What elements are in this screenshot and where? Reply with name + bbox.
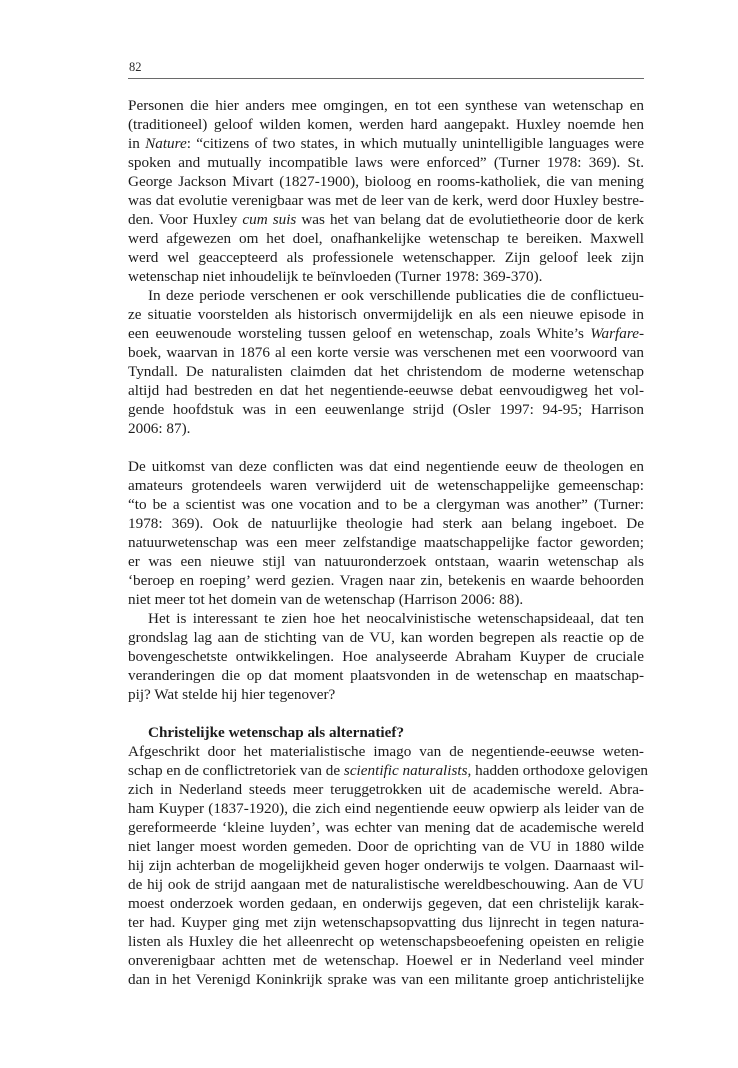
text-line: niet langer moest worden gemeden. Door de oprichting van de VU in 1880 wilde [128,838,644,855]
paragraph [128,457,644,609]
text-line: 2006: 87). [128,420,191,437]
text-line: een eeuwenoude worsteling tussen geloof en wetenschap, zoals White’s Warfare- [128,325,644,342]
text-line: spoken and mutually incompatible laws were enforced” (Turner 1978: 369). St. [128,154,644,171]
text-line: niet meer tot het domein van de wetenschap (Harrison 2006: 88). [128,591,524,608]
text-line: veranderingen die op dat moment plaatsvonden in de wetenschap en maatschap- [128,667,644,684]
text-line: “to be a scientist was one vocation and to be a clergyman was another” (Turner: [128,496,644,513]
text-line: gereformeerde ‘kleine luyden’, was echter van mening dat de academische wereld [128,819,644,836]
text-line: listen als Huxley die het alleenrecht op wetenschapsbeoefening opeisten en religie [128,933,644,950]
section-heading: Christelijke wetenschap als alternatief? [148,724,405,741]
text-line: er was een nieuwe stijl van natuuronderzoek ontstaan, waarin wetenschap als [128,553,644,570]
paragraph [128,609,644,704]
text-line: In deze periode verschenen er ook verschillende publicaties die de conflictueu- [148,287,644,304]
header-rule [128,78,644,79]
text-line: onverenigbaar achtten met de wetenschap. Hoewel er in Nederland veel minder [128,952,644,969]
text-line: Tyndall. De naturalisten claimden dat het christendom de moderne wetenschap [128,363,644,380]
italic-phrase: scientific naturalists [343,762,468,779]
text-line: natuurwetenschap was een meer zelfstandige maatschappelijke factor geworden; [128,534,644,551]
text-line: pij? Wat stelde hij hier tegenover? [128,686,336,703]
text-line: gende hoofdstuk was in een eeuwenlange strijd (Osler 1997: 94-95; Harrison [128,401,644,418]
text-line: Personen die hier anders mee omgingen, en tot een synthese van wetenschap en [128,97,644,114]
text-line: dan in het Verenigd Koninkrijk sprake was van een militante groep antichristelijke [128,971,644,988]
text-line: wetenschap niet inhoudelijk te beïnvloeden (Turner 1978: 369-370). [128,268,543,285]
text-line: was dat evolutie verenigbaar was met de leer van de kerk, werd door Huxley bestre- [128,192,644,209]
text-line: ham Kuyper (1837-1920), die zich eind negentiende eeuw opwierp als leider van de [128,800,644,817]
paragraph [128,286,644,438]
paragraph-gap [128,704,644,723]
text-line: Het is interessant te zien hoe het neocalvinistische wetenschapsideaal, dat ten [148,610,644,627]
text-line: (traditioneel) geloof wilden komen, werden hard aangepakt. Huxley noemde hen [128,116,644,133]
text-line: werd wel geaccepteerd als professionele wetenschapper. Zijn geloof leek zijn [128,249,644,266]
text-line: De uitkomst van deze conflicten was dat eind negentiende eeuw de theologen en [128,458,644,475]
text-line: de hij ook de strijd aangaan met de naturalistische wereldbeschouwing. Aan de VU [128,876,644,893]
italic-journal-title: Nature [145,135,187,152]
text-line: George Jackson Mivart (1827-1900), bioloog en rooms-katholiek, die van mening [128,173,644,190]
text-line: altijd had bestreden en dat het negentiende-eeuwse debat eenvoudigweg het vol- [128,382,644,399]
text-line: in Nature: “citizens of two states, in which mutually unintelligible languages were [128,135,644,152]
text-line: ter had. Kuyper ging met zijn wetenschapsopvatting dus lijnrecht in tegen natura- [128,914,644,931]
text-line: ‘beroep en roeping’ werd gezien. Vragen naar zin, betekenis en waarde behoorden [128,572,644,589]
page-number: 82 [129,60,142,74]
paragraph-gap [128,438,644,457]
text-line: schap en de conflictretoriek van de scientific naturalists, hadden orthodoxe gelovigen [128,762,649,779]
text-line: zich in Nederland steeds meer teruggetrokken uit de academische wereld. Abra- [128,781,644,798]
italic-book-title: Warfare- [590,325,644,342]
text-line: bovengeschetste ontwikkelingen. Hoe analyseerde Abraham Kuyper de cruciale [128,648,644,665]
text-line: grondslag lag aan de stichting van de VU, kan worden begrepen als reactie op de [128,629,644,646]
text-line: Afgeschrikt door het materialistische imago van de negentiende-eeuwse weten- [128,743,644,760]
body-text [128,96,649,989]
document-page [128,60,649,989]
paragraph [128,96,644,286]
text-line: moest onderzoek worden gedaan, en onderwijs gegeven, dat een christelijk karak- [128,895,644,912]
text-line: hij zijn achterban de mogelijkheid geven hoger onderwijs te volgen. Daarnaast wil- [128,857,644,874]
text-line: ze situatie voorstelden als historisch onvermijdelijk en als een nieuwe episode in [128,306,644,323]
italic-phrase: cum suis [242,211,297,228]
text-line: 1978: 369). Ook de natuurlijke theologie had sterk aan belang ingeboet. De [128,515,644,532]
text-line: amateurs grotendeels waren verwijderd uit de wetenschappelijke gemeenschap: [128,477,644,494]
paragraph [128,742,649,989]
text-line: den. Voor Huxley cum suis was het van belang dat de evolutietheorie door de kerk [128,211,644,228]
text-line: boek, waarvan in 1876 al een korte versie was verschenen met een voorwoord van [128,344,644,361]
text-line: werd afgewezen om het doel, onafhankelijke wetenschap te bereiken. Maxwell [128,230,644,247]
